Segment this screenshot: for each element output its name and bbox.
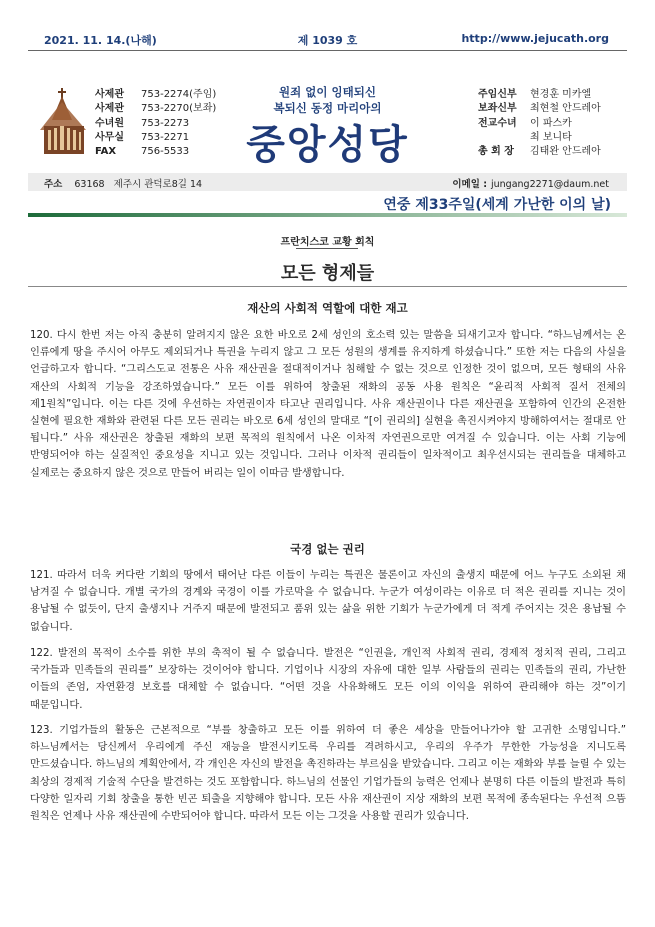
paragraph: 120. 다시 한번 저는 아직 충분히 알려지지 않은 요한 바오로 2세 성인의 호소력 있는 말씀을 되새기고자 합니다. “하느님께서는 온 인류에게 땅을 주시어 아무도 제외되거나 특권을 누리지 않고 그 모든 성원의 생계를 유지하게 하셨습니다.” 또한 저는 다음의 사실을 언급하고자 합니다. “그리스도교 전통은 사유 재산권을 절대적이거나 침해할 수 없는 것으로 인정한 것이 없으며, 모든 형태의 사유 재산의 사회적 기능을 강조하였습니다.” 모든 이를 위하여 창출된 재화의 공동 사용 원칙은 “윤리적 사회적 질서 전체의 제1원칙”입니다. 이는 다른 것에 우선하는 자연권이자 타고난 권리입니다. 사유 재산권이나 다른 재산권을 포함하여 인간의 온전한 실현에 필요한 재화와 관련된 다른 모든 권리는 바오로 6세 성인의 말대로 “[이 권리의] 실현을 촉진시켜야지 방해하여서는 절대로 안 됩니다.” 사유 재산권은 창출된 재화의 보편 목적의 원칙에서 나온 이차적 자연권으로만 여겨질 수 있습니다. 이는 사회 기능에 반영되어야 하는 실질적인 중요성을 지니고 있는 것입니다. 그러나 이차적 권리들이 일차적이고 최우선시되는 권리들을 대체하고 실제로는 중요하지 않은 것으로 만들어 버리는 일이 이따금 발생합니다. [30,330,626,479]
address-label: 주소 [44,179,63,190]
bulletin-date: 2021. 11. 14.(나해) [44,34,157,47]
title-divider [28,286,627,287]
staff-row [478,88,601,102]
paragraph: 123. 기업가들의 활동은 근본적으로 “부를 창출하고 모든 이를 위하여 더 좋은 세상을 만들어나가야 할 고귀한 소명입니다.” 하느님께서는 당신께서 우리에게 주신 재능을 발전시키도록 우리를 격려하시고, 우리의 우주가 무한한 가능성을 지니도록 만드셨습니다. 하느님의 계획안에서, 각 개인은 자신의 발전을 촉진하라는 부르심을 받았습니다. 그리고 이는 재화와 부를 늘릴 수 있는 최상의 경제적 기술적 수단을 발견하는 것도 포함합니다. 하느님의 선물인 기업가들의 능력은 언제나 분명히 다른 이들의 발전과 특히 다양한 일자리 기회 창출을 통한 빈곤 퇴출을 지향해야 합니다. 모든 사유 재산권이 지상 재화의 보편 목적에 종속된다는 우선적 으뜸 원칙은 언제나 사유 재산권에 수반되어야 합니다. 따라서 모든 이는 그것을 사용할 권리가 있습니다. [30,725,626,823]
paragraph: 122. 발전의 목적이 소수를 위한 부의 축적이 될 수 없습니다. 발전은 “인권을, 개인적 사회적 권리, 경제적 정치적 권리, 그리고 국가들과 민족들의 권리를” 보장하는 것이어야 합니다. 기업이나 시장의 자유에 대한 일부 사람들의 권리는 민족들의 권리, 가난한 이들의 존엄, 자연환경 보호를 대체할 수 없습니다. “어떤 것을 사유화해도 모든 이의 이익을 위하여 관리해야 하는 것”이기 때문입니다. [30,648,626,711]
section-heading: 재산의 사회적 역할에 대한 재고 [247,301,408,315]
contact-row [95,88,216,102]
contact-label: 사제관 [95,89,124,100]
email [452,176,609,190]
issue-number: 제 1039 호 [297,34,358,47]
staff-name: 김태완 안드레아 [530,146,601,158]
staff-role: 보좌신부 [478,103,517,115]
motto-line-2: 복되신 동정 마리아의 [273,101,382,115]
staff-row [478,145,601,159]
motto-line-1: 원죄 없이 잉태되신 [279,85,376,99]
contact-row [95,117,216,131]
contact-label: 수녀원 [95,117,124,129]
section-heading: 국경 없는 권리 [290,542,365,556]
contact-label: 사무실 [95,131,124,143]
contact-value: 753-2271 [141,131,190,143]
email-address[interactable]: jungang2271@daum.net [491,179,609,190]
contact-label: 사제관 [95,103,124,115]
contact-row [95,145,216,159]
staff-role [478,131,530,145]
contact-row [95,131,216,145]
church-name: 중앙성당 [246,121,409,168]
contact-value: 753-2270(보좌) [141,103,217,115]
email-label: 이메일 : [452,179,487,190]
staff-role: 주임신부 [478,89,517,100]
postal-code: 63168 [74,179,105,190]
green-divider [28,213,627,217]
paragraph: 121. 따라서 더욱 커다란 기회의 땅에서 태어난 다른 이들이 누리는 특권은 물론이고 자신의 출생지 때문에 어느 누구도 소외된 채 남겨질 수 없습니다. 개별 국가의 경계와 국경이 이를 가로막을 수 없습니다. 누군가 여성이라는 이유로 더 적은 권리를 지니는 것이 용납될 수 없듯이, 단지 출생지나 거주지 때문에 발전되고 품위 있는 삶을 위한 기회가 누군가에게 더 적게 주어지는 것은 용납될 수 없습니다. [30,570,626,633]
document-title: 모든 형제들 [280,263,375,284]
staff-role: 전교수녀 [478,117,517,129]
contact-list [95,88,216,159]
series-label: 프란치스코 교황 회칙 [280,237,375,248]
staff-name: 현경훈 미카엘 [530,89,592,100]
staff-row [478,117,601,131]
staff-list [478,88,601,159]
contact-value: 753-2273 [141,117,190,129]
staff-row [478,131,601,145]
church-building-icon [40,86,88,156]
contact-row [95,102,216,116]
staff-name: 최현철 안드레아 [530,103,601,115]
header-divider [28,50,627,51]
staff-name: 이 파스카 [530,117,572,129]
liturgical-sunday: 연중 제33주일(세계 가난한 이의 날) [383,197,611,213]
street-address: 제주시 관덕로8길 14 [113,179,203,190]
contact-value: 753-2274(주임) [141,89,217,100]
website-link[interactable]: http://www.jejucath.org [461,32,609,45]
address [44,176,202,190]
series-underline [296,248,358,249]
staff-row [478,102,601,116]
contact-label: FAX [95,146,117,158]
staff-role: 총 회 장 [478,146,514,158]
contact-value: 756-5533 [141,146,190,158]
staff-name: 최 보니타 [530,131,572,143]
